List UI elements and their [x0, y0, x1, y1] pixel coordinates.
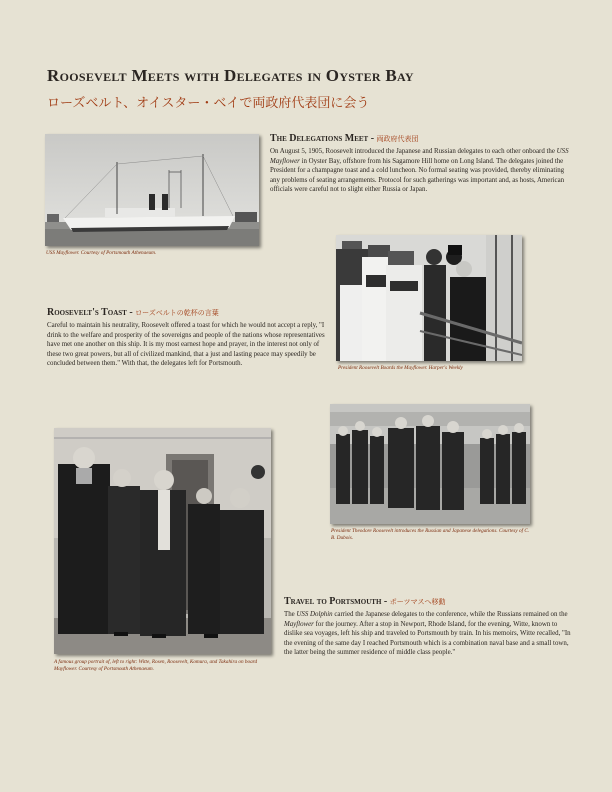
ship-photo-caption: USS Mayflower. Courtesy of Portsmouth Athenaeum. — [46, 250, 157, 256]
toast-heading: Roosevelt's Toast - ローズベルトの乾杯の言葉 — [47, 307, 219, 318]
introduction-photo-caption: President Theodore Roosevelt introduces the Russian and Japanese delegations. Courtesy of C. B. Dubois. — [331, 528, 530, 541]
travel-heading: Travel to Portsmouth - ポーツマスへ移動 — [284, 596, 446, 607]
page-title: Roosevelt Meets with Delegates in Oyster Bay — [47, 66, 414, 85]
group-portrait-photo — [54, 428, 271, 654]
boarding-photo-caption: President Roosevelt Boards the Mayflower. Harper's Weekly — [338, 365, 463, 371]
delegations-section — [270, 133, 570, 195]
group-portrait-caption: A famous group portrait of, left to right: Witte, Rosen, Roosevelt, Komura, and Takahira on board Mayflower. Courtesy of Portsmouth Athenaeum. — [54, 659, 258, 672]
travel-text: The USS Dolphin carried the Japanese delegates to the conference, while the Russians remained on the Mayflower for the journey. After a stop in Newport, Rhode Island, for the evening, Witte, known to dislike sea voyages, left his ship and traveled to Portsmouth by train. In his memoirs, Witte recalled, "In the evening of the same day I reached Portsmouth which is a combination naval base and a small town, the latter being the summer residence of middle class people." — [284, 611, 571, 657]
boarding-photo — [336, 235, 522, 361]
introduction-photo — [330, 404, 530, 524]
toast-text: Careful to maintain his neutrality, Roosevelt offered a toast for which he would not accept a reply, "I drink to the welfare and prosperity of the sovereigns and people of the nations whose representatives have met one another on this ship. It is my most earnest hope and prayer, in the interest not only of these two great powers, but all of civilized mankind, that a just and lasting peace may speedily be concluded between them." With that, the delegates left for Portsmouth. — [47, 322, 325, 368]
ship-photo — [45, 134, 259, 246]
delegations-text: On August 5, 1905, Roosevelt introduced the Japanese and Russian delegates to each other onboard the USS Mayflower in Oyster Bay, offshore from his Sagamore Hill home on Long Island. The delegates joined the President for a champagne toast and a cold luncheon. No formal seating was provided, thereby eliminating any problems of seating arrangements. Protocol for such gatherings was important and, as hosts, American officials were careful not to slight either Russia or Japan. — [270, 148, 569, 194]
toast-section — [47, 307, 329, 369]
travel-section — [284, 596, 574, 658]
page-subtitle-japanese: ローズベルト、オイスター・ベイで両政府代表団に会う — [47, 96, 370, 111]
delegations-heading: The Delegations Meet - 両政府代表団 — [270, 133, 419, 144]
